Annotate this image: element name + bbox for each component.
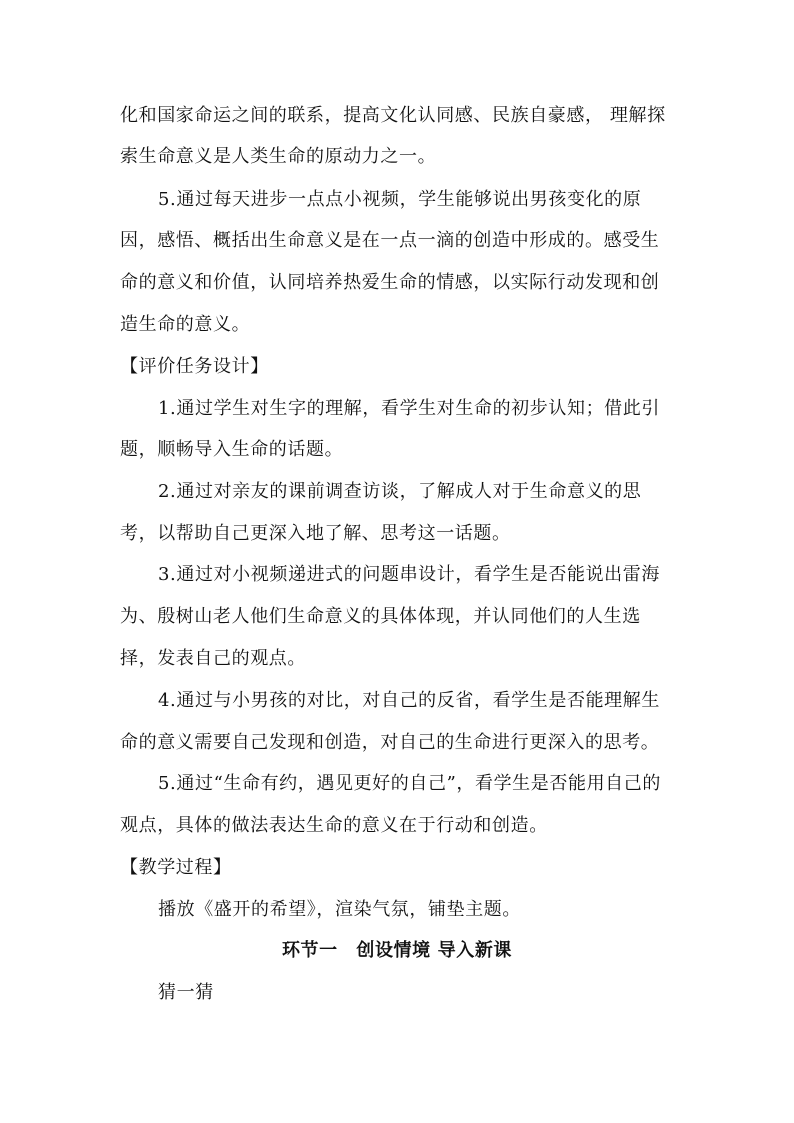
section-heading: 【教学过程】 [120, 857, 232, 878]
paragraph-line: 4.通过与小男孩的对比，对自己的反省，看学生是否能理解生 [158, 690, 660, 711]
paragraph-line: 猜一猜 [158, 982, 214, 1003]
paragraph-line: 1.通过学生对生字的理解，看学生对生命的初步认知；借此引 [158, 398, 660, 419]
paragraph-line: 择，发表自己的观点。 [120, 648, 306, 669]
paragraph-line: 观点，具体的做法表达生命的意义在于行动和创造。 [120, 815, 548, 836]
paragraph-line: 播放《盛开的希望》，渲染气氛，铺垫主题。 [158, 899, 521, 920]
paragraph-line: 造生命的意义。 [120, 314, 251, 335]
paragraph-line: 5.通过每天进步一点点小视频，学生能够说出男孩变化的原 [158, 189, 642, 210]
paragraph-line: 化和国家命运之间的联系，提高文化认同感、民族自豪感， 理解探 [120, 105, 666, 126]
paragraph-line: 命的意义需要自己发现和创造，对自己的生命进行更深入的思考。 [120, 732, 660, 753]
paragraph-line: 为、殷树山老人他们生命意义的具体体现，并认同他们的人生选 [120, 606, 641, 627]
paragraph-line: 2.通过对亲友的课前调查访谈，了解成人对于生命意义的思 [158, 481, 642, 502]
paragraph-line: 命的意义和价值，认同培养热爱生命的情感，以实际行动发现和创 [120, 272, 660, 293]
paragraph-line: 因，感悟、概括出生命意义是在一点一滴的创造中形成的。感受生 [120, 230, 660, 251]
paragraph-line: 考，以帮助自己更深入地了解、思考这一话题。 [120, 523, 511, 544]
subsection-title: 环节一 创设情境 导入新课 [281, 940, 513, 961]
paragraph-line: 索生命意义是人类生命的原动力之一。 [120, 146, 437, 167]
section-heading: 【评价任务设计】 [120, 356, 269, 377]
paragraph-line: 5.通过“生命有约，遇见更好的自己”，看学生是否能用自己的 [158, 773, 661, 794]
paragraph-line: 题，顺畅导入生命的话题。 [120, 439, 344, 460]
paragraph-line: 3.通过对小视频递进式的问题串设计，看学生是否能说出雷海 [158, 564, 660, 585]
